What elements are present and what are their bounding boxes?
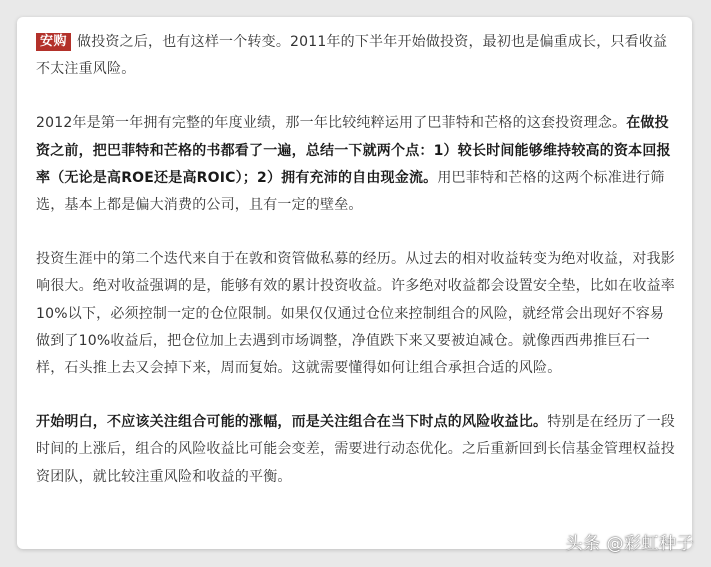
paragraph-2 [36, 110, 676, 219]
paragraph-4-text: 特别是在经历了一段时间的上涨后，组合的风险收益比可能会变差，需要进行动态优化。之后重新回到长信基金管理权益投资团队，就比较注重风险和收益的平衡。 [36, 414, 676, 485]
article-body [36, 29, 676, 491]
paragraph-1 [36, 29, 676, 83]
source-watermark: 头条 @彩虹种子 [565, 534, 694, 554]
speaker-tag: 安购 [36, 33, 71, 51]
paragraph-2-text-a: 2012年是第一年拥有完整的年度业绩，那一年比较纯粹运用了巴菲特和芒格的这套投资理念。 [36, 115, 627, 132]
paragraph-3-text: 投资生涯中的第二个迭代来自于在敦和资管做私募的经历。从过去的相对收益转变为绝对收益，对我影响很大。绝对收益强调的是，能够有效的累计投资收益。许多绝对收益都会设置安全垫，比如在收益率10%以下，必须控制一定的仓位限制。如果仅仅通过仓位来控制组合的风险，就经常会出现好不容易做到了10%收益后，把仓位加上去遇到市场调整，净值跌下来又要被迫减仓。就像西西弗推巨石一样，石头推上去又会掉下来，周而复始。这就需要懂得如何让组合承担合适的风险。 [36, 251, 675, 377]
paragraph-4 [36, 409, 676, 491]
paragraph-4-bold: 开始明白，不应该关注组合可能的涨幅，而是关注组合在当下时点的风险收益比。 [36, 414, 548, 431]
paragraph-1-text: 做投资之后，也有这样一个转变。2011年的下半年开始做投资，最初也是偏重成长，只看收益不太注重风险。 [36, 34, 668, 78]
paragraph-2-bold: 在做投资之前，把巴菲特和芒格的书都看了一遍，总结一下就两个点：1）较长时间能够维持较高的资本回报率（无论是高ROE还是高ROIC）；2）拥有充沛的自由现金流。 [36, 115, 671, 186]
article-card [17, 17, 692, 549]
paragraph-3 [36, 246, 676, 382]
paragraph-2-text-b: 用巴菲特和芒格的这两个标准进行筛选，基本上都是偏大消费的公司，且有一定的壁垒。 [36, 169, 665, 214]
